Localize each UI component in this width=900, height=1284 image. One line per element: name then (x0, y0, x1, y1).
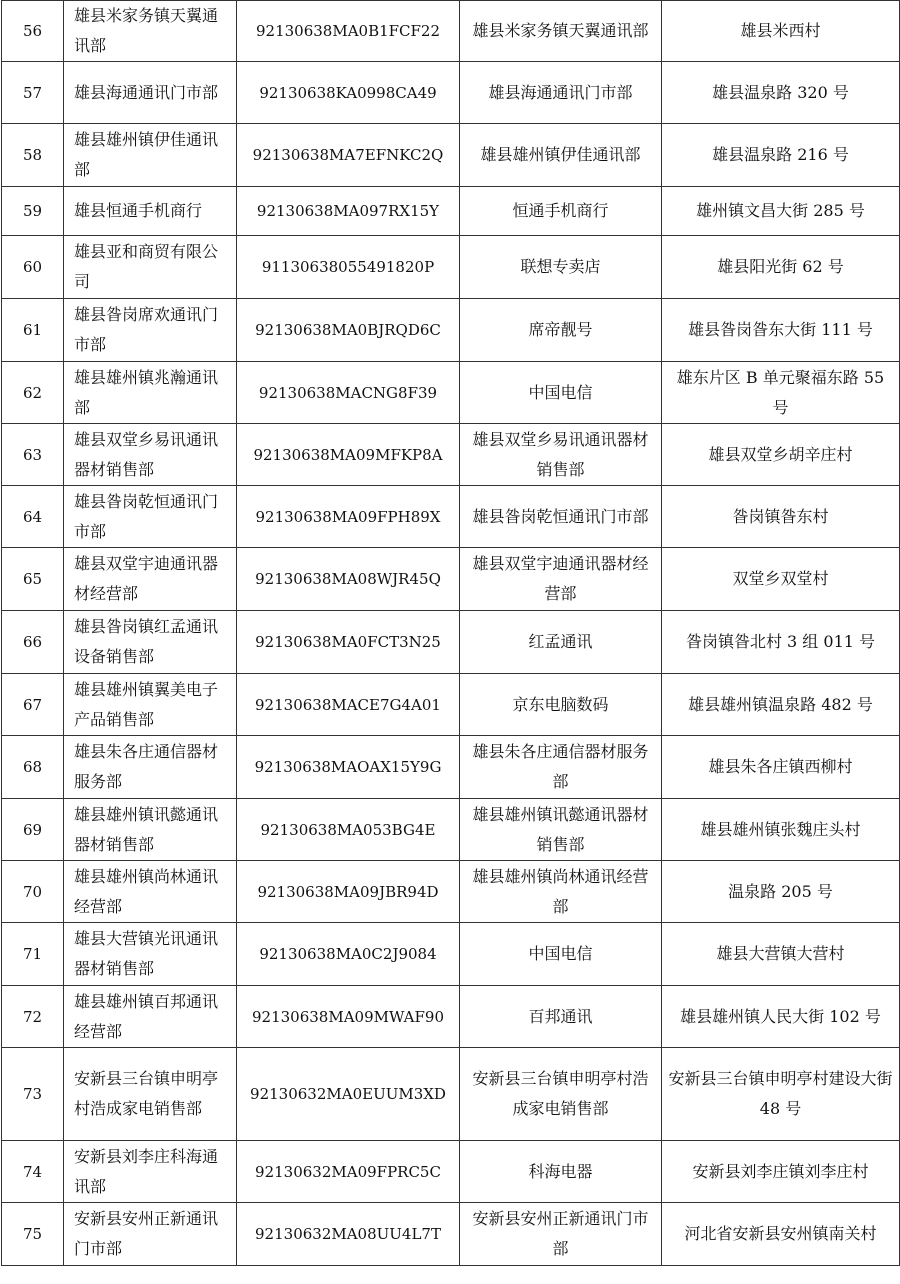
address: 雄县温泉路 320 号 (662, 62, 900, 124)
row-number: 57 (2, 62, 64, 124)
shop-name: 雄县双堂乡易讯通讯器材销售部 (460, 424, 662, 486)
row-number: 69 (2, 799, 64, 861)
business-registry-table (1, 0, 900, 1266)
row-number: 72 (2, 986, 64, 1048)
shop-name: 雄县雄州镇讯懿通讯器材销售部 (460, 799, 662, 861)
entity-name: 安新县安州正新通讯门市部 (64, 1203, 237, 1266)
entity-name: 雄县米家务镇天翼通讯部 (64, 1, 237, 62)
address: 双堂乡双堂村 (662, 548, 900, 611)
address: 温泉路 205 号 (662, 861, 900, 923)
row-number: 66 (2, 611, 64, 674)
entity-name: 雄县雄州镇尚林通讯经营部 (64, 861, 237, 923)
table-row (2, 799, 900, 861)
table-row (2, 362, 900, 424)
table-row (2, 124, 900, 187)
entity-name: 雄县大营镇光讯通讯器材销售部 (64, 923, 237, 986)
credit-code: 92130638MA0B1FCF22 (237, 1, 460, 62)
shop-name: 雄县雄州镇伊佳通讯部 (460, 124, 662, 187)
row-number: 70 (2, 861, 64, 923)
shop-name: 雄县海通通讯门市部 (460, 62, 662, 124)
table-row (2, 923, 900, 986)
table-row (2, 986, 900, 1048)
table-row (2, 299, 900, 362)
address: 雄县双堂乡胡辛庄村 (662, 424, 900, 486)
entity-name: 雄县恒通手机商行 (64, 187, 237, 236)
entity-name: 雄县双堂乡易讯通讯器材销售部 (64, 424, 237, 486)
entity-name: 雄县朱各庄通信器材服务部 (64, 736, 237, 799)
address: 雄县昝岗昝东大街 111 号 (662, 299, 900, 362)
address: 雄县大营镇大营村 (662, 923, 900, 986)
credit-code: 92130638MA08WJR45Q (237, 548, 460, 611)
shop-name: 红孟通讯 (460, 611, 662, 674)
row-number: 62 (2, 362, 64, 424)
credit-code: 92130632MA08UU4L7T (237, 1203, 460, 1266)
credit-code: 92130638MACE7G4A01 (237, 674, 460, 736)
row-number: 68 (2, 736, 64, 799)
shop-name: 雄县昝岗乾恒通讯门市部 (460, 486, 662, 548)
shop-name: 百邦通讯 (460, 986, 662, 1048)
entity-name: 雄县昝岗镇红孟通讯设备销售部 (64, 611, 237, 674)
table-row (2, 611, 900, 674)
shop-name: 安新县安州正新通讯门市部 (460, 1203, 662, 1266)
address: 河北省安新县安州镇南关村 (662, 1203, 900, 1266)
address: 雄县雄州镇温泉路 482 号 (662, 674, 900, 736)
table-row (2, 424, 900, 486)
row-number: 74 (2, 1141, 64, 1203)
entity-name: 雄县雄州镇兆瀚通讯部 (64, 362, 237, 424)
row-number: 64 (2, 486, 64, 548)
credit-code: 92130638MACNG8F39 (237, 362, 460, 424)
credit-code: 92130632MA09FPRC5C (237, 1141, 460, 1203)
shop-name: 安新县三台镇申明亭村浩成家电销售部 (460, 1048, 662, 1141)
credit-code: 92130638MA09MWAF90 (237, 986, 460, 1048)
address: 雄县温泉路 216 号 (662, 124, 900, 187)
credit-code: 92130638MA053BG4E (237, 799, 460, 861)
table-row (2, 1, 900, 62)
table-row (2, 1141, 900, 1203)
credit-code: 92130638MA0C2J9084 (237, 923, 460, 986)
shop-name: 雄县双堂宇迪通讯器材经营部 (460, 548, 662, 611)
entity-name: 雄县雄州镇讯懿通讯器材销售部 (64, 799, 237, 861)
table-row (2, 548, 900, 611)
entity-name: 雄县海通通讯门市部 (64, 62, 237, 124)
row-number: 73 (2, 1048, 64, 1141)
shop-name: 雄县雄州镇尚林通讯经营部 (460, 861, 662, 923)
address: 安新县刘李庄镇刘李庄村 (662, 1141, 900, 1203)
address: 安新县三台镇申明亭村建设大街 48 号 (662, 1048, 900, 1141)
entity-name: 雄县雄州镇伊佳通讯部 (64, 124, 237, 187)
shop-name: 雄县米家务镇天翼通讯部 (460, 1, 662, 62)
address: 昝岗镇昝北村 3 组 011 号 (662, 611, 900, 674)
credit-code: 92130638MA7EFNKC2Q (237, 124, 460, 187)
table-row (2, 674, 900, 736)
table-row (2, 1048, 900, 1141)
shop-name: 中国电信 (460, 923, 662, 986)
entity-name: 安新县三台镇申明亭村浩成家电销售部 (64, 1048, 237, 1141)
address: 雄县雄州镇张魏庄头村 (662, 799, 900, 861)
row-number: 75 (2, 1203, 64, 1266)
entity-name: 雄县昝岗席欢通讯门市部 (64, 299, 237, 362)
address: 雄县雄州镇人民大街 102 号 (662, 986, 900, 1048)
credit-code: 92130638MA09JBR94D (237, 861, 460, 923)
row-number: 67 (2, 674, 64, 736)
entity-name: 安新县刘李庄科海通讯部 (64, 1141, 237, 1203)
credit-code: 92130638MA0FCT3N25 (237, 611, 460, 674)
row-number: 63 (2, 424, 64, 486)
credit-code: 92130638KA0998CA49 (237, 62, 460, 124)
address: 雄州镇文昌大街 285 号 (662, 187, 900, 236)
shop-name: 雄县朱各庄通信器材服务部 (460, 736, 662, 799)
table-row (2, 187, 900, 236)
credit-code: 92130632MA0EUUM3XD (237, 1048, 460, 1141)
table-row (2, 736, 900, 799)
credit-code: 91130638055491820P (237, 236, 460, 299)
address: 昝岗镇昝东村 (662, 486, 900, 548)
entity-name: 雄县昝岗乾恒通讯门市部 (64, 486, 237, 548)
credit-code: 92130638MA097RX15Y (237, 187, 460, 236)
shop-name: 席帝靓号 (460, 299, 662, 362)
credit-code: 92130638MA0BJRQD6C (237, 299, 460, 362)
credit-code: 92130638MA09MFKP8A (237, 424, 460, 486)
row-number: 71 (2, 923, 64, 986)
address: 雄县米西村 (662, 1, 900, 62)
table-row (2, 486, 900, 548)
row-number: 59 (2, 187, 64, 236)
address: 雄县朱各庄镇西柳村 (662, 736, 900, 799)
row-number: 65 (2, 548, 64, 611)
entity-name: 雄县双堂宇迪通讯器材经营部 (64, 548, 237, 611)
table-row (2, 1203, 900, 1266)
credit-code: 92130638MA09FPH89X (237, 486, 460, 548)
address: 雄东片区 B 单元聚福东路 55 号 (662, 362, 900, 424)
entity-name: 雄县亚和商贸有限公司 (64, 236, 237, 299)
entity-name: 雄县雄州镇翼美电子产品销售部 (64, 674, 237, 736)
row-number: 61 (2, 299, 64, 362)
shop-name: 中国电信 (460, 362, 662, 424)
credit-code: 92130638MAOAX15Y9G (237, 736, 460, 799)
table-row (2, 236, 900, 299)
shop-name: 联想专卖店 (460, 236, 662, 299)
shop-name: 恒通手机商行 (460, 187, 662, 236)
address: 雄县阳光街 62 号 (662, 236, 900, 299)
entity-name: 雄县雄州镇百邦通讯经营部 (64, 986, 237, 1048)
row-number: 56 (2, 1, 64, 62)
shop-name: 科海电器 (460, 1141, 662, 1203)
table-row (2, 861, 900, 923)
table-row (2, 62, 900, 124)
shop-name: 京东电脑数码 (460, 674, 662, 736)
row-number: 58 (2, 124, 64, 187)
row-number: 60 (2, 236, 64, 299)
table-body (2, 1, 900, 1266)
